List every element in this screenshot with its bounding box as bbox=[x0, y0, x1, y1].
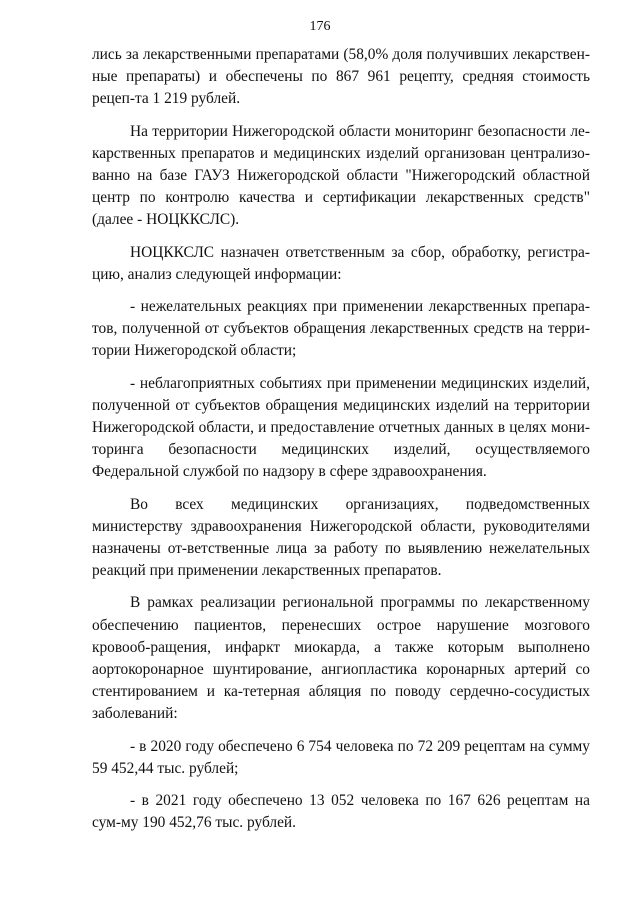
list-item-adverse-events: - неблагоприятных событиях при применении медицинских изделий, полученной от субъектов обращения медицинских изделий на территории Нижегородской области, и предоставление отчетных данных в целях мони-торинга безопасности медицинских изделий, осуществляемого Федеральной службой по надзору в сфере здравоохранения. bbox=[92, 374, 590, 481]
page-number: 176 bbox=[309, 19, 331, 34]
paragraph-continuation: лись за лекарственными препаратами (58,0% доля получивших лекарствен-ные препараты) и обеспечены по 867 961 рецепту, средняя стоимость рецеп-та 1 219 рублей. bbox=[92, 46, 590, 108]
paragraph-regional-program: В рамках реализации региональной программы по лекарственному обеспечению пациентов, перенесших острое нарушение мозгового кровооб-ращения, инфаркт миокарда, а также которым выполнено аортокоронарное шунтирование, ангиопластика коронарных артерий со стентированием и ка-тетерная абляция по поводу сердечно-сосудистых заболеваний: bbox=[92, 594, 590, 723]
list-item-adverse-reactions: - нежелательных реакциях при применении лекарственных препара-тов, полученной от субъектов обращения лекарственных средств на терри-тории Нижегородской области; bbox=[92, 298, 590, 360]
paragraph-responsibilities: НОЦККСЛС назначен ответственным за сбор, обработку, регистра-цию, анализ следующей информации: bbox=[92, 243, 590, 283]
paragraph-responsible-persons: Во всех медицинских организациях, подведомственных министерству здравоохранения Нижегородской области, руководителями назначены от-ветственные лица за работу по выявлению нежелательных реакций при применении лекарственных препаратов. bbox=[92, 495, 590, 580]
document-body bbox=[92, 44, 590, 845]
paragraph-monitoring-organization: На территории Нижегородской области мониторинг безопасности ле-карственных препаратов и медицинских изделий организован централизо-ванно на базе ГАУЗ Нижегородской области "Нижегородский областной центр по контролю качества и сертификации лекарственных средств" (далее - НОЦККСЛС). bbox=[92, 122, 590, 229]
list-item-2020: - в 2020 году обеспечено 6 754 человека по 72 209 рецептам на сумму 59 452,44 тыс. рублей; bbox=[92, 737, 590, 777]
list-item-2021: - в 2021 году обеспечено 13 052 человека по 167 626 рецептам на сум-му 190 452,76 тыс. рублей. bbox=[92, 792, 590, 832]
